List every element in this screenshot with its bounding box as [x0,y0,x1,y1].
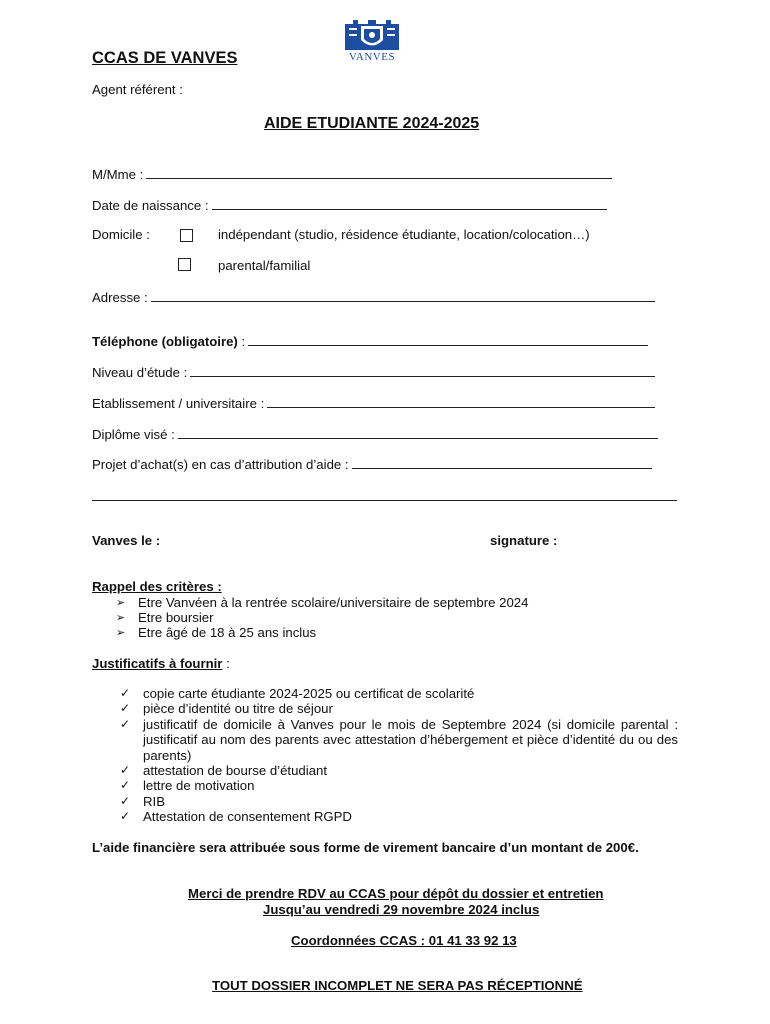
check-mark-icon: ✓ [120,686,131,700]
birthdate-label: Date de naissance : [92,198,209,213]
school-field-row [92,395,655,411]
documents-heading-row [92,656,230,671]
project-field-row [92,456,652,472]
project-input-line[interactable] [352,456,652,469]
parental-option-label: parental/familial [218,258,311,273]
birthdate-field-row [92,197,607,213]
name-input-line[interactable] [146,166,612,179]
address-field-row [92,289,655,305]
documents-heading: Justificatifs à fournir [92,656,223,671]
document-item: attestation de bourse d’étudiant [143,763,328,778]
check-mark-icon: ✓ [120,794,131,808]
document-item: pièce d’identité ou titre de séjour [143,701,333,716]
criteria-heading: Rappel des critères : [92,579,222,594]
address-label: Adresse : [92,290,148,305]
project-label: Projet d’achat(s) en cas d’attribution d’aide : [92,457,349,472]
logo-caption: VANVES [348,51,396,63]
check-mark-icon: ✓ [120,701,131,715]
study-level-label: Niveau d’étude : [92,365,188,380]
independent-checkbox[interactable] [180,229,193,242]
appointment-line-2: Jusqu’au vendredi 29 novembre 2024 inclus [263,902,540,917]
study-level-field-row [92,364,655,380]
signature-label: signature : [490,533,558,548]
criteria-item: Etre âgé de 18 à 25 ans inclus [138,625,317,640]
birthdate-input-line[interactable] [212,197,607,210]
phone-input-line[interactable] [248,333,648,346]
appointment-line-1: Merci de prendre RDV au CCAS pour dépôt du dossier et entretien [188,886,604,901]
domicile-label: Domicile : [92,227,150,242]
phone-label: Téléphone (obligatoire) [92,334,238,349]
check-mark-icon: ✓ [120,809,131,823]
project-continuation-line[interactable] [92,488,677,501]
check-mark-icon: ✓ [120,778,131,792]
documents-heading-colon: : [222,656,230,671]
address-input-line[interactable] [151,289,655,302]
document-item: lettre de motivation [143,778,255,793]
arrow-bullet-icon: ➢ [116,627,126,639]
diploma-input-line[interactable] [178,426,658,439]
document-item: copie carte étudiante 2024-2025 ou certificat de scolarité [143,686,475,701]
name-field-row [92,166,612,182]
name-label: M/Mme : [92,167,144,182]
school-input-line[interactable] [267,395,655,408]
diploma-label: Diplôme visé : [92,427,175,442]
arrow-bullet-icon: ➢ [116,612,126,624]
place-date-label: Vanves le : [92,533,161,548]
criteria-item: Etre boursier [138,610,214,625]
phone-field-row [92,333,648,349]
form-title: AIDE ETUDIANTE 2024-2025 [264,115,480,132]
check-mark-icon: ✓ [120,763,131,777]
criteria-item: Etre Vanvéen à la rentrée scolaire/universitaire de septembre 2024 [138,595,529,610]
document-item: justificatif de domicile à Vanves pour le mois de Septembre 2024 (si domicile parental : justificatif au nom des parents avec attestation d’hébergement et pièce d’identité du ou des parents) [143,717,678,763]
agent-label: Agent référent : [92,82,183,97]
ccas-contact: Coordonnées CCAS : 01 41 33 92 13 [291,933,517,948]
check-mark-icon: ✓ [120,717,131,731]
independent-option-label: indépendant (studio, résidence étudiante, location/colocation…) [218,227,590,242]
document-item: RIB [143,794,165,809]
incomplete-file-warning: TOUT DOSSIER INCOMPLET NE SERA PAS RÉCEPTIONNÉ [212,978,583,993]
school-label: Etablissement / universitaire : [92,396,265,411]
arrow-bullet-icon: ➢ [116,597,126,609]
document-item: Attestation de consentement RGPD [143,809,352,824]
phone-label-colon: : [237,334,246,349]
organization-title: CCAS DE VANVES [92,49,238,67]
study-level-input-line[interactable] [190,364,655,377]
parental-checkbox[interactable] [178,258,191,271]
amount-note: L’aide financière sera attribuée sous forme de virement bancaire d’un montant de 200€. [92,840,639,855]
diploma-field-row [92,426,658,442]
